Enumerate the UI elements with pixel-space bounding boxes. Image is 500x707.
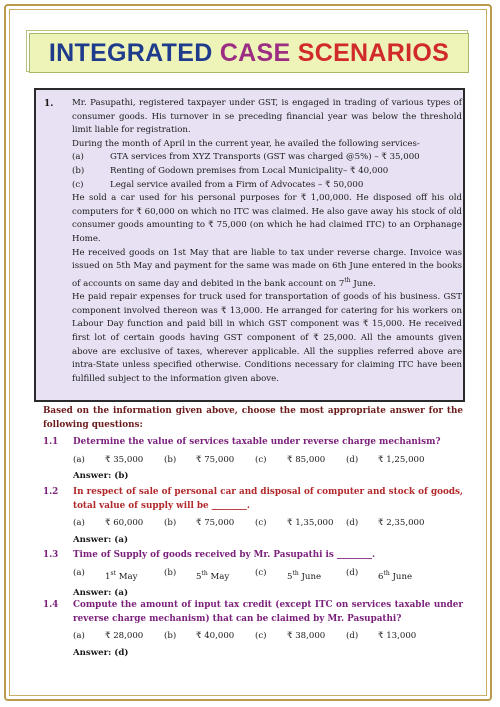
question-1-1 xyxy=(43,436,463,484)
option-label: (b) xyxy=(164,454,177,465)
question-text: Compute the amount of input tax credit (except ITC on services taxable under reverse charge mechanism) that can be claimed by Mr. Pasupathi? xyxy=(73,600,463,624)
option-value: ₹ 60,000 xyxy=(105,518,144,529)
option-value xyxy=(196,567,229,584)
option-label: (d) xyxy=(346,631,359,642)
option-label: (a) xyxy=(73,518,85,529)
answer: Answer: (a) xyxy=(73,588,129,599)
case-paragraph: He paid repair expenses for truck used for transportation of goods of his business. GST component involved thereon was ₹ 13,000. He arranged for catering for his workers on Labour Day function and paid bill in which GST component was ₹ 15,000. He received first lot of certain goods having GST component of ₹ 25,000. All the amounts given above are exclusive of taxes, wherever applicable. All the supplies referred above are intra-State unless specified otherwise. Conditions necessary for claiming ITC have been fulfilled subject to the information given above. xyxy=(72,292,462,384)
option-label: (b) xyxy=(164,518,177,529)
options-row xyxy=(73,517,463,531)
question-text: In respect of sale of personal car and disposal of computer and stock of goods, total value of supply will be ________. xyxy=(73,487,463,511)
option-label: (a) xyxy=(73,454,85,465)
question-1-3 xyxy=(43,549,463,601)
option-label: (a) xyxy=(73,631,85,642)
case-paragraph: Mr. Pasupathi, registered taxpayer under GST, is engaged in trading of various types of consumer goods. His turnover in se preceding financial year was below the threshold limit liable for registration. xyxy=(72,98,462,136)
option xyxy=(255,630,346,644)
case-box xyxy=(34,88,465,402)
service-label: (b) xyxy=(72,165,85,176)
answer: Answer: (d) xyxy=(73,647,129,658)
option-value: ₹ 1,25,000 xyxy=(378,454,425,465)
title-word-scenarios: SCENARIOS xyxy=(297,38,450,67)
option-label: (b) xyxy=(164,567,177,578)
service-text: GTA services from XYZ Transports (GST was charged @5%) – ₹ 35,000 xyxy=(110,152,420,163)
case-text-run: He received goods on 1st May that are liable to tax under reverse charge. Invoice was issued on 5th May and payment for the same was made on 6th June entered in the books of accounts on same day and debited in the bank account on 7 xyxy=(72,247,462,289)
question-1-2 xyxy=(43,486,463,547)
service-item xyxy=(72,151,462,165)
service-text: Renting of Godown premises from Local Municipality– ₹ 40,000 xyxy=(110,165,389,176)
option-label: (d) xyxy=(346,454,359,465)
option-value: ₹ 13,000 xyxy=(378,631,417,642)
option-value: ₹ 85,000 xyxy=(287,454,326,465)
option-value: ₹ 2,35,000 xyxy=(378,518,425,529)
option-label: (c) xyxy=(255,454,267,465)
option-value xyxy=(105,567,137,584)
question-text: Determine the value of services taxable under reverse charge mechanism? xyxy=(73,437,441,447)
service-item xyxy=(72,179,462,193)
option-label: (a) xyxy=(73,567,85,578)
options-row xyxy=(73,567,463,584)
option-day: 6 xyxy=(378,571,384,582)
option-day: 1 xyxy=(105,571,111,582)
option-label: (b) xyxy=(164,631,177,642)
option-month: June xyxy=(298,571,322,582)
service-item xyxy=(72,165,462,179)
case-text-run: June. xyxy=(350,278,376,289)
question-number: 1.4 xyxy=(43,600,59,610)
ordinal-suffix: th xyxy=(383,569,390,577)
option xyxy=(255,454,346,468)
case-paragraph: During the month of April in the current year, he availed the following services- xyxy=(72,138,420,149)
case-text xyxy=(72,97,462,386)
option xyxy=(73,567,164,584)
option xyxy=(164,454,255,468)
option xyxy=(346,567,437,584)
option-value: ₹ 75,000 xyxy=(196,454,235,465)
option xyxy=(73,517,164,531)
option-value xyxy=(287,567,321,584)
option-label: (d) xyxy=(346,567,359,578)
option-month: May xyxy=(115,571,138,582)
title-banner xyxy=(29,33,469,73)
option-value: ₹ 35,000 xyxy=(105,454,144,465)
ordinal-suffix: st xyxy=(110,569,116,577)
option xyxy=(255,567,346,584)
option-value xyxy=(378,567,412,584)
case-paragraph xyxy=(72,247,462,292)
options-row xyxy=(73,454,463,468)
service-text: Legal service availed from a Firm of Advocates – ₹ 50,000 xyxy=(110,179,364,190)
option xyxy=(346,630,437,644)
option-value: ₹ 75,000 xyxy=(196,518,235,529)
option xyxy=(255,517,346,531)
option-label: (c) xyxy=(255,567,267,578)
option-month: May xyxy=(207,571,230,582)
ordinal-suffix: th xyxy=(344,276,351,284)
option xyxy=(164,630,255,644)
option xyxy=(73,630,164,644)
option-day: 5 xyxy=(287,571,293,582)
case-number: 1. xyxy=(44,99,54,109)
answer: Answer: (a) xyxy=(73,534,129,545)
question-1-4 xyxy=(43,599,463,660)
case-paragraph: He sold a car used for his personal purposes for ₹ 1,00,000. He disposed off his old computers for ₹ 60,000 on which no ITC was claimed. He also gave away his stock of old consumer goods amounting to ₹ 75,000 (on which he had claimed ITC) to an Orphanage Home. xyxy=(72,193,462,244)
ordinal-suffix: th xyxy=(201,569,208,577)
option-day: 5 xyxy=(196,571,202,582)
ordinal-suffix: th xyxy=(292,569,299,577)
option-value: ₹ 1,35,000 xyxy=(287,518,334,529)
option xyxy=(346,517,437,531)
option-value: ₹ 40,000 xyxy=(196,631,235,642)
questions-intro: Based on the information given above, choose the most appropriate answer for the following questions: xyxy=(43,406,463,430)
question-number: 1.3 xyxy=(43,550,59,560)
page-title xyxy=(49,39,449,68)
option-label: (c) xyxy=(255,631,267,642)
option xyxy=(346,454,437,468)
question-number: 1.2 xyxy=(43,487,59,497)
option-value: ₹ 28,000 xyxy=(105,631,144,642)
option-label: (c) xyxy=(255,518,267,529)
question-text: Time of Supply of goods received by Mr. Pasupathi is ________. xyxy=(73,550,376,560)
option-month: June xyxy=(389,571,413,582)
option xyxy=(164,567,255,584)
answer: Answer: (b) xyxy=(73,471,129,482)
options-row xyxy=(73,630,463,644)
title-word-integrated: INTEGRATED xyxy=(48,38,213,67)
option xyxy=(73,454,164,468)
title-word-case: CASE xyxy=(219,38,291,67)
option-value: ₹ 38,000 xyxy=(287,631,326,642)
service-label: (c) xyxy=(72,179,84,190)
service-label: (a) xyxy=(72,152,84,163)
option xyxy=(164,517,255,531)
option-label: (d) xyxy=(346,518,359,529)
question-number: 1.1 xyxy=(43,437,59,447)
